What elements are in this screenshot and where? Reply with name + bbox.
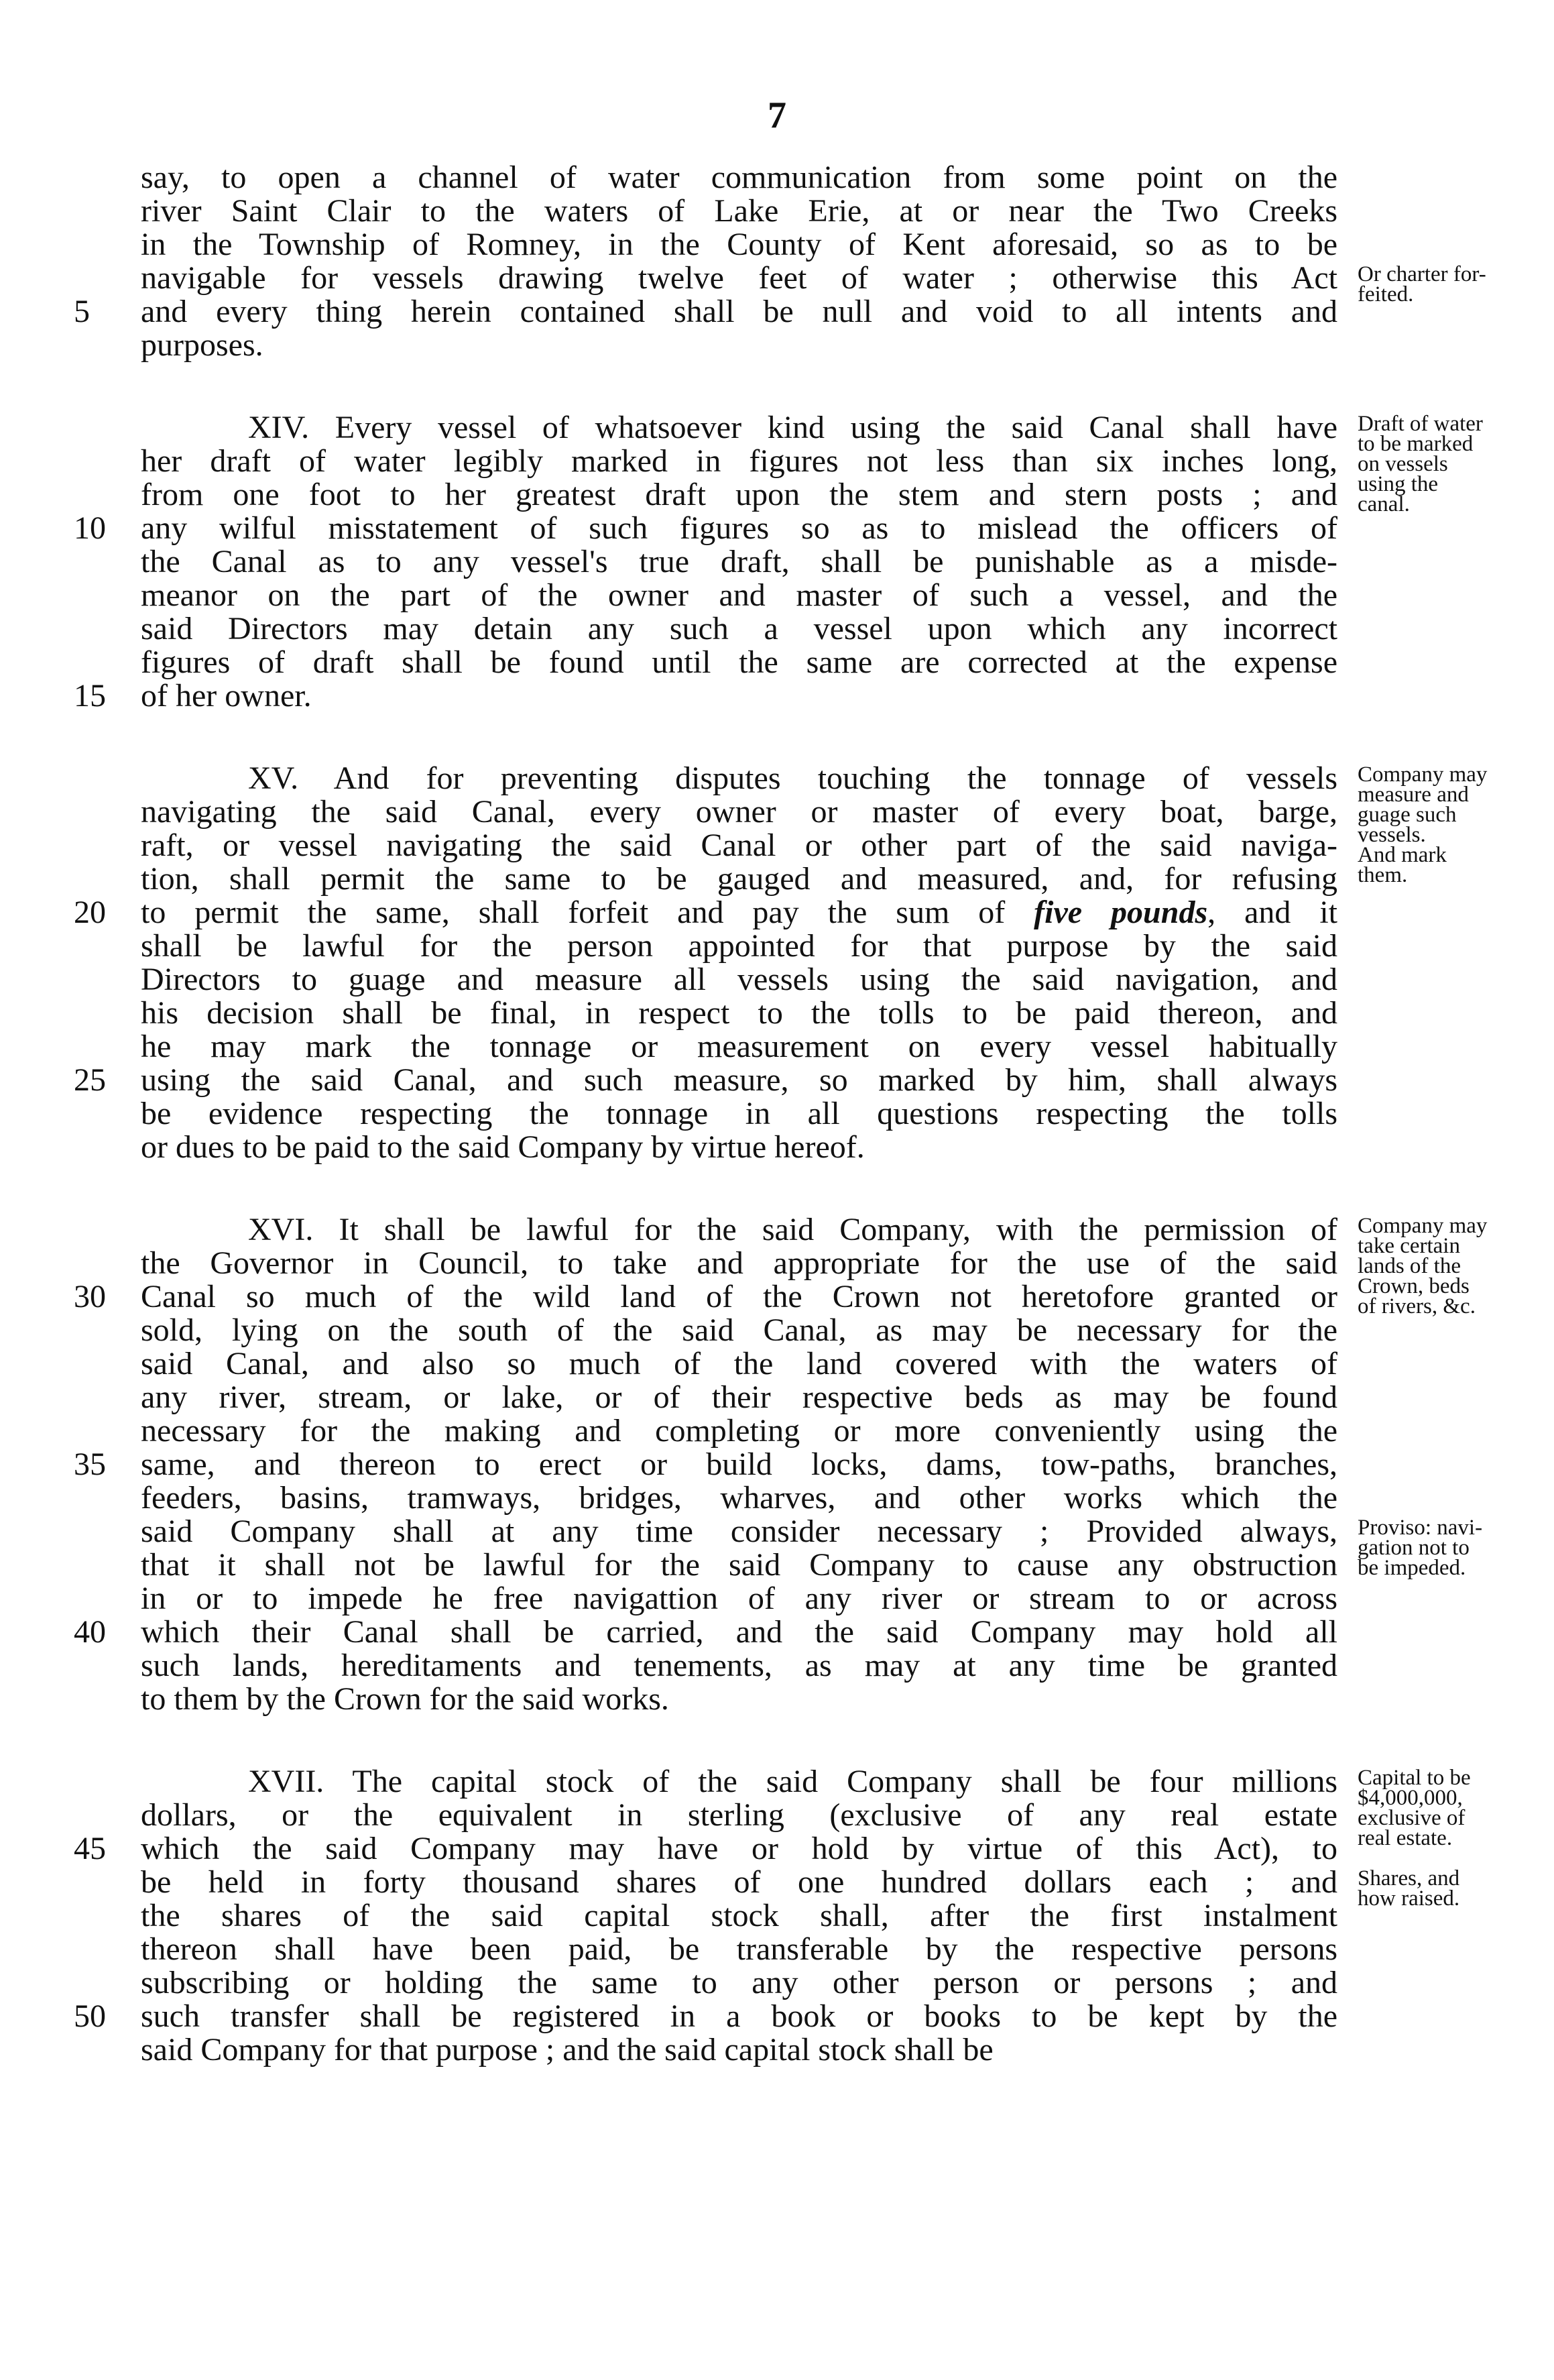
margin-note-line: vessels.: [1358, 823, 1426, 847]
line-text: XV. And for preventing disputes touching the tonnage of vessels: [248, 760, 1337, 796]
margin-note-line: Company may: [1358, 762, 1488, 787]
line-text: meanor on the part of the owner and master of such a vessel, and the: [141, 577, 1337, 613]
text-line: [67, 194, 1554, 228]
text-line: [67, 1381, 1554, 1414]
section: [67, 1765, 1554, 2067]
text-line: [67, 1097, 1554, 1131]
line-text: and every thing herein contained shall be null and void to all intents and: [141, 294, 1337, 329]
text-line: [67, 1314, 1554, 1347]
line-text: say, to open a channel of water communication from some point on the: [141, 160, 1337, 195]
text-line: [67, 1279, 1554, 1318]
text-line: [67, 477, 1554, 516]
line-text: or dues to be paid to the said Company by virtue hereof.: [141, 1129, 865, 1165]
line-text: XVI. It shall be lawful for the said Company, with the permission of: [248, 1212, 1337, 1247]
text-line: [67, 1649, 1554, 1683]
line-text: XVII. The capital stock of the said Company shall be four millions: [248, 1764, 1337, 1799]
line-number: 35: [74, 1447, 106, 1482]
line-text: raft, or vessel navigating the said Canal or other part of the said naviga-: [141, 828, 1337, 863]
text-line: [67, 1064, 1554, 1097]
text-line: [67, 963, 1554, 997]
margin-note-line: Shares, and: [1358, 1866, 1460, 1890]
margin-note-line: on vessels: [1358, 452, 1448, 476]
margin-note-line: $4,000,000,: [1358, 1786, 1463, 1810]
line-text: her draft of water legibly marked in figures not less than six inches long,: [141, 443, 1337, 479]
text-line: [67, 1131, 1554, 1164]
text-line: [67, 1864, 1554, 1911]
text-line: [67, 929, 1554, 963]
line-text: subscribing or holding the same to any other person or persons ; and: [141, 1965, 1337, 2000]
line-text: river Saint Clair to the waters of Lake Erie, at or near the Two Creeks: [141, 193, 1337, 229]
line-number: 40: [74, 1614, 106, 1650]
text-line: [67, 512, 1554, 545]
margin-note-line: take certain: [1358, 1234, 1460, 1258]
line-number: 50: [74, 1998, 106, 2034]
text-line: [67, 1683, 1554, 1716]
line-text: the Canal as to any vessel's true draft, shall be punishable as a misde-: [141, 544, 1337, 579]
section: [67, 411, 1554, 713]
line-number: 5: [74, 294, 90, 329]
text-line: [67, 1481, 1554, 1515]
text-line: [67, 646, 1554, 679]
line-text: be evidence respecting the tonnage in all questions respecting the tolls: [141, 1096, 1337, 1131]
margin-note-line: be impeded.: [1358, 1556, 1466, 1580]
text-line: [67, 228, 1554, 262]
margin-note-line: exclusive of: [1358, 1806, 1466, 1830]
page-number: 7: [768, 95, 786, 136]
text-line: [67, 1030, 1554, 1064]
emphasis: five pounds: [1034, 895, 1208, 930]
line-text: to them by the Crown for the said works.: [141, 1681, 669, 1717]
line-text: necessary for the making and completing or more conveniently using the: [141, 1413, 1337, 1449]
section: [67, 1213, 1554, 1716]
text-line: [67, 545, 1554, 579]
text-line: [67, 997, 1554, 1030]
margin-note-line: of rivers, &c.: [1358, 1294, 1476, 1318]
margin-note-line: Capital to be: [1358, 1766, 1471, 1790]
line-text: navigable for vessels drawing twelve feet of water ; otherwise this Act: [141, 260, 1337, 296]
line-text: such transfer shall be registered in a book or books to be kept by the: [141, 1998, 1337, 2034]
margin-note-line: how raised.: [1358, 1886, 1460, 1911]
text-line: [67, 1448, 1554, 1481]
text-line: [67, 2000, 1554, 2033]
text-line: [67, 612, 1554, 646]
margin-note-line: measure and: [1358, 783, 1469, 807]
text-line: [67, 1799, 1554, 1832]
line-number: 10: [74, 510, 106, 546]
line-text: Canal so much of the wild land of the Crown not heretofore granted or: [141, 1279, 1337, 1314]
text-line: [67, 295, 1554, 329]
line-text: sold, lying on the south of the said Canal, as may be necessary for the: [141, 1312, 1337, 1348]
line-text: tion, shall permit the same to be gauged and measured, and, for refusing: [141, 861, 1337, 897]
line-number: 45: [74, 1831, 106, 1866]
text-line: [67, 1832, 1554, 1866]
line-text: dollars, or the equivalent in sterling (exclusive of any real estate: [141, 1797, 1337, 1833]
line-text: from one foot to her greatest draft upon the stem and stern posts ; and: [141, 477, 1337, 512]
margin-note-line: guage such: [1358, 803, 1457, 827]
margin-note-line: Or charter for-: [1358, 262, 1486, 286]
text-line: [67, 1899, 1554, 1933]
line-text: XIV. Every vessel of whatsoever kind using the said Canal shall have: [248, 410, 1337, 445]
text-line: [67, 896, 1554, 929]
line-text: same, and thereon to erect or build locks, dams, tow-paths, branches,: [141, 1447, 1337, 1482]
line-text: in or to impede he free navigattion of any river or stream to or across: [141, 1581, 1337, 1616]
line-text: feeders, basins, tramways, bridges, wharves, and other works which the: [141, 1480, 1337, 1516]
section: [67, 762, 1554, 1164]
margin-note-line: Crown, beds: [1358, 1274, 1470, 1298]
line-number: 20: [74, 895, 106, 930]
margin-note-line: gation not to: [1358, 1536, 1470, 1560]
line-text: to permit the same, shall forfeit and pay the sum of five pounds, and it: [141, 895, 1337, 930]
margin-note-line: feited.: [1358, 282, 1414, 306]
line-text: said Company for that purpose ; and the said capital stock shall be: [141, 2032, 994, 2067]
line-text: said Canal, and also so much of the land covered with the waters of: [141, 1346, 1337, 1381]
text-line: [67, 1582, 1554, 1616]
margin-note-line: Company may: [1358, 1214, 1488, 1238]
text-line: [67, 260, 1554, 306]
line-number: 15: [74, 678, 106, 714]
text-line: [67, 1247, 1554, 1280]
margin-note-line: to be marked: [1358, 432, 1474, 456]
text-line: [67, 2033, 1554, 2067]
line-text: navigating the said Canal, every owner or master of every boat, barge,: [141, 794, 1337, 830]
text-line: [67, 1616, 1554, 1649]
text-line: [67, 329, 1554, 362]
text-line: [67, 1347, 1554, 1381]
line-text: using the said Canal, and such measure, so marked by him, shall always: [141, 1062, 1337, 1098]
line-text: said Directors may detain any such a vessel upon which any incorrect: [141, 611, 1337, 646]
margin-note-line: using the: [1358, 472, 1439, 496]
text-line: [67, 679, 1554, 713]
page-body: [67, 161, 1554, 2116]
line-text: the shares of the said capital stock shall, after the first instalment: [141, 1898, 1337, 1933]
line-text: any river, stream, or lake, or of their respective beds as may be found: [141, 1379, 1337, 1415]
line-text: be held in forty thousand shares of one hundred dollars each ; and: [141, 1864, 1337, 1900]
line-text: shall be lawful for the person appointed for that purpose by the said: [141, 928, 1337, 964]
margin-note-line: canal.: [1358, 492, 1410, 516]
line-text: his decision shall be final, in respect to the tolls to be paid thereon, and: [141, 995, 1337, 1031]
text-line: [67, 795, 1554, 829]
text-line: [67, 1966, 1554, 2000]
margin-note-line: lands of the: [1358, 1254, 1461, 1278]
line-text: purposes.: [141, 327, 263, 363]
text-line: [67, 862, 1554, 896]
line-number: 30: [74, 1279, 106, 1314]
line-text: that it shall not be lawful for the said Company to cause any obstruction: [141, 1547, 1337, 1583]
line-text: of her owner.: [141, 678, 312, 714]
line-text: said Company shall at any time consider necessary ; Provided always,: [141, 1514, 1337, 1549]
margin-note-line: real estate.: [1358, 1826, 1453, 1850]
line-text: thereon shall have been paid, be transferable by the respective persons: [141, 1931, 1337, 1967]
line-text: in the Township of Romney, in the County of Kent aforesaid, so as to be: [141, 227, 1337, 262]
text-line: [67, 579, 1554, 612]
line-text: Directors to guage and measure all vessels using the said navigation, and: [141, 962, 1337, 997]
margin-note-line: them.: [1358, 863, 1408, 887]
line-text: any wilful misstatement of such figures so as to mislead the officers of: [141, 510, 1337, 546]
text-line: [67, 829, 1554, 862]
text-line: [67, 161, 1554, 194]
section: [67, 161, 1554, 362]
text-line: [67, 1548, 1554, 1582]
text-line: [67, 1414, 1554, 1448]
margin-note-line: Proviso: navi-: [1358, 1516, 1483, 1540]
text-line: [67, 1933, 1554, 1966]
line-text: which the said Company may have or hold by virtue of this Act), to: [141, 1831, 1337, 1866]
text-line: [67, 445, 1554, 478]
line-number: 25: [74, 1062, 106, 1098]
line-text: the Governor in Council, to take and appropriate for the use of the said: [141, 1245, 1337, 1281]
line-text: he may mark the tonnage or measurement on every vessel habitually: [141, 1029, 1337, 1064]
line-text: such lands, hereditaments and tenements, as may at any time be granted: [141, 1648, 1337, 1683]
line-text: figures of draft shall be found until the same are corrected at the expense: [141, 644, 1337, 680]
margin-note-line: Draft of water: [1358, 412, 1483, 436]
line-text: which their Canal shall be carried, and the said Company may hold all: [141, 1614, 1337, 1650]
margin-note-line: And mark: [1358, 843, 1447, 867]
